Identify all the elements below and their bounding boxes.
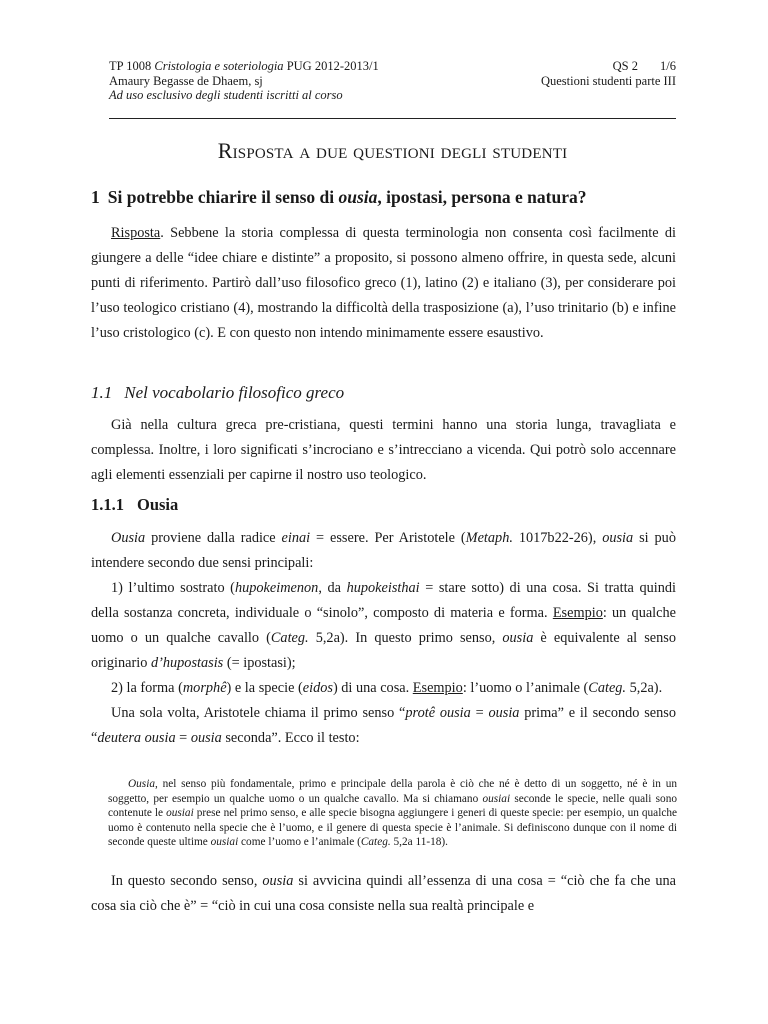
section-label: Questioni studenti parte III [540,73,676,88]
course-title: Cristologia e soteriologia [154,59,284,73]
ousia-sense-1: 1) l’ultimo sostrato (hupokeimenon, da hupokeisthai = stare sotto) di una cosa. Si tratta quindi della sostanza concreta, individuale o “sinolo”, composto di materia e forma. Esempio: un qualche uomo o un qualche cavallo (Categ. 5,2a). In questo primo senso, ousia è equivalente al senso originario d’hupostasis (= ipostasi); [91,580,677,671]
ousia-essence-paragraph: In questo secondo senso, ousia si avvicina quindi all’essenza di una cosa = “ciò che fa che una cosa sia ciò che è” = “ciò in cui una cosa consiste nella sua realtà principale e [91,873,676,914]
course-term: PUG 2012-2013/1 [286,59,379,73]
page-indicator [613,59,676,74]
risposta-label: Risposta [111,225,161,241]
course-code: TP 1008 [109,59,152,73]
qs-label: QS 2 [612,59,639,73]
ousia-sense-2: 2) la forma (morphê) e la specie (eidos) di una cosa. Esempio: l’uomo o l’animale (Categ. 5,2a). [111,680,663,696]
subsection-1-1-1-heading: 1.1.1 Ousia [91,495,179,514]
section-1-heading: 1 Si potrebbe chiarire il senso di ousia, ipostasi, persona e natura? [91,187,587,207]
risposta-paragraph: Risposta. Sebbene la storia complessa di questa terminologia non consenta così facilmente di giungere a delle “idee chiare e distinte” a proposito, si possono almeno offrire, in questa sede, alcuni punti di riferimento. Partirò dall’uso filosofico greco (1), latino (2) e italiano (3), per considerare poi l’uso teologico cristiano (4), mostrando la difficoltà della trasposizione (a), l’uso trinitario (b) e infine l’uso cristologico (c). E con questo non intendo minimamente essere esaustivo. [91,225,676,341]
section-number: 1 [91,187,100,207]
subsection-1-1-paragraph: Già nella cultura greca pre-cristiana, questi termini hanno una storia lunga, travagliata e complessa. Inoltre, i loro significati s’incrociano e s’intrecciano a vicenda. Qui potrò solo accennare agli elementi essenziali per capirne il nostro uso teologico. [91,417,676,483]
page-number: 1/6 [660,59,676,73]
ousia-prote-deutera: Una sola volta, Aristotele chiama il primo senso “protê ousia = ousia prima” e il secondo senso “deutera ousia = ousia seconda”. Ecco il testo: [91,705,676,746]
subsection-1-1-heading: 1.1 Nel vocabolario filosofico greco [91,383,345,402]
ousia-paragraphs [91,526,676,751]
restriction-note: Ad uso esclusivo degli studenti iscritti al corso [109,88,343,102]
aristotle-quote: Ousia, nel senso più fondamentale, primo e principale della parola è ciò che né è detto di un soggetto, né è in un soggetto, per esempio un qualche uomo o un qualche cavallo. Ma si chiamano ousiai seconde le specie, nelle quali sono contenute le ousiai prese nel primo senso, e alle specie bisogna aggiungere i generi di queste specie: per esempio, un qualche uomo è contenuto nella specie che è l’uomo, e il genere di questa specie è l’animale. Si definiscono dunque con il nome di seconde queste ultime ousiai come l’uomo e l’animale (Categ. 5,2a 11-18). [108,778,678,849]
author-name: Amaury Begasse de Dhaem, sj [109,73,263,88]
page-header [109,59,676,103]
course-info [109,59,379,74]
ousia-intro: Ousia proviene dalla radice einai = essere. Per Aristotele (Metaph. 1017b22-26), ousia si può intendere secondo due sensi principali: [91,530,676,571]
header-divider [109,118,676,119]
page-title: Risposta a due questioni degli studenti [217,138,568,163]
